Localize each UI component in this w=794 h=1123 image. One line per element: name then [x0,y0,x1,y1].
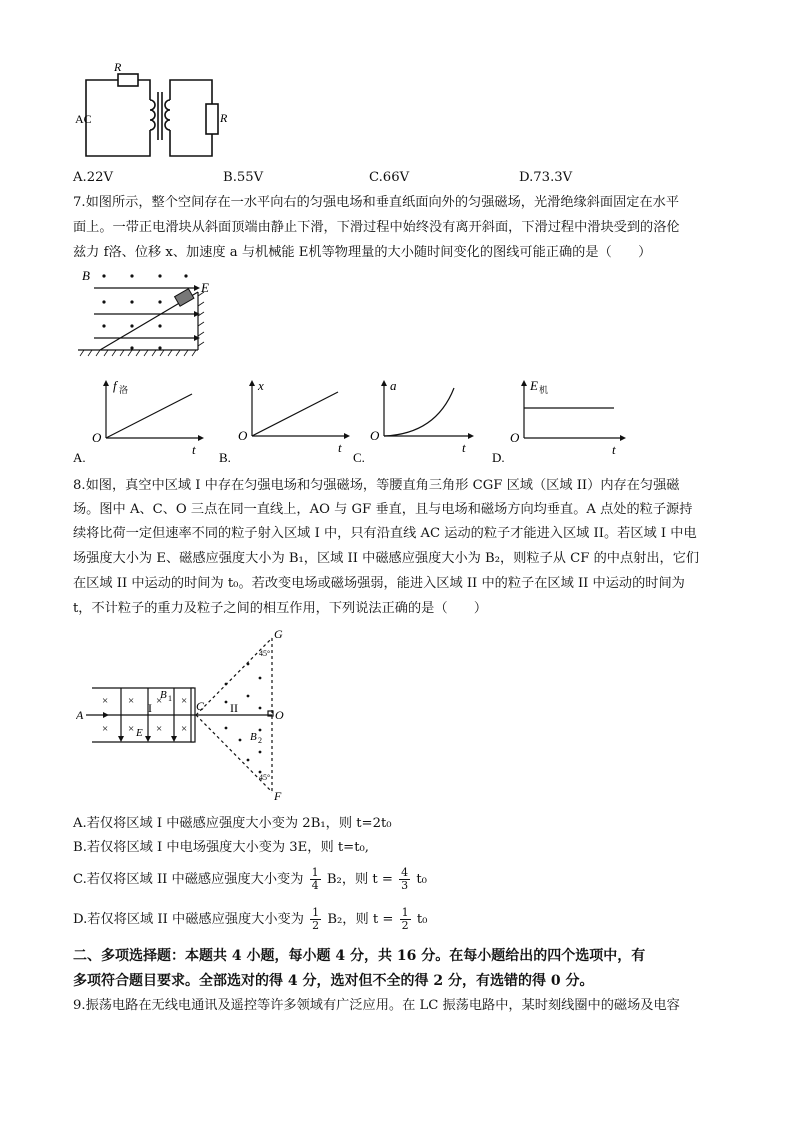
r1-label: R [114,60,122,74]
q7-line-3: 兹力 f洛、位移 x、加速度 a 与机械能 E机等物理量的大小随时间变化的图线可能正确的是（ ） [73,245,652,260]
q8-option-d-frac-2: $\frac{1}{2}$ [401,906,409,932]
q8-option-d[interactable] [73,906,427,934]
region-i-label: I [148,701,152,715]
graph-b-option[interactable]: B. [219,450,231,465]
point-g-label: G [274,628,283,641]
q8-option-a[interactable]: A.若仅将区域 I 中磁感应强度大小变为 2B₁，则 t=2t₀ [73,816,392,831]
field-b-label: B [82,268,90,283]
svg-text:×: × [128,723,135,735]
graph-a-curve [106,394,192,438]
b2-sub: 2 [258,736,262,745]
q6-option-d[interactable]: D.73.3V [519,170,573,185]
field-e-label: E [201,280,209,295]
ac-source-label: AC [75,112,92,126]
graph-d-xlabel: t [612,442,616,457]
graph-c-origin: O [370,428,380,443]
q8-line-5: 在区域 II 中运动的时间为 t₀。若改变电场或磁场强弱，能进入区域 II 中的粒子在区域 II 中运动的时间为 [73,576,685,591]
graph-b [218,376,358,466]
graph-c-xlabel: t [462,440,466,455]
graph-c [350,376,490,466]
q8-line-6: t，不计粒子的重力及粒子之间的相互作用，下列说法正确的是（ ） [73,601,488,616]
graph-c-option[interactable]: C. [353,450,365,465]
point-c-label: C [196,699,205,713]
graph-a-ylabel: f [113,378,117,393]
graph-a-xlabel: t [192,442,196,457]
svg-text:×: × [181,695,188,707]
incline-figure [74,266,224,362]
graph-d-ylabel: E [530,378,538,393]
region-field-figure [76,628,296,800]
point-o-label: O [275,708,284,722]
point-f-label: F [274,789,282,800]
q8-line-3: 续将比荷一定但速率不同的粒子射入区域 I 中，只有沿直线 AC 运动的粒子才能进入区域 II。若区域 I 中电 [73,526,697,541]
q7-line-2: 面上。一带正电滑块从斜面顶端由静止下滑，下滑过程中始终没有离开斜面，下滑过程中滑块受到的洛伦 [73,220,680,235]
region-ii-label: II [230,701,238,715]
b2-label: B [250,731,257,743]
r2-label: R [220,111,228,125]
graph-d-ylabel-sub: 机 [539,385,549,395]
angle-top-label: 45° [259,649,271,658]
point-a-label: A [76,708,84,722]
q8-option-d-mid: B₂，则 t = [327,912,394,927]
q8-line-4: 场强度大小为 E、磁感应强度大小为 B₁，区域 II 中磁感应强度大小为 B₂，则粒子从 CF 的中点射出，它们 [73,551,700,566]
graph-d [490,376,640,466]
svg-text:×: × [128,695,135,707]
angle-bottom-label: 45° [259,773,271,782]
q8-option-c-end: t₀ [416,872,427,887]
graph-a-origin: O [92,430,102,445]
q8-option-c[interactable] [73,866,427,894]
graph-d-option[interactable]: D. [492,450,505,465]
svg-text:×: × [102,695,109,707]
q8-line-2: 场。图中 A、C、O 三点在同一直线上，AO 与 GF 垂直，且与电场和磁场方向均垂直。A 点处的粒子源持 [73,502,693,517]
q9-line-1: 9.振荡电路在无线电通讯及遥控等许多领域有广泛应用。在 LC 振荡电路中，某时刻线圈中的磁场及电容 [73,998,680,1013]
q8-line-1: 8.如图，真空中区域 I 中存在匀强电场和匀强磁场，等腰直角三角形 CGF 区域（区域 II）内存在匀强磁 [73,478,680,493]
graph-a-option[interactable]: A. [73,450,86,465]
q6-option-a[interactable]: A.22V [73,170,114,185]
svg-text:×: × [156,695,163,707]
graph-c-ylabel: a [390,378,397,393]
b1-sub: 1 [168,694,172,703]
graph-a-ylabel-sub: 洛 [119,385,129,395]
graph-c-curve [384,388,454,436]
graph-b-origin: O [238,428,248,443]
q8-option-d-frac-1: $\frac{1}{2}$ [312,906,320,932]
svg-text:×: × [181,723,188,735]
transformer-circuit-figure [70,58,230,160]
q7-line-1: 7.如图所示，整个空间存在一水平向右的匀强电场和垂直纸面向外的匀强磁场，光滑绝缘斜面固定在水平 [73,195,680,210]
q8-option-c-mid: B₂，则 t = [326,872,393,887]
q8-option-d-text: D.若仅将区域 II 中磁感应强度大小变为 [73,912,304,927]
graph-b-curve [252,392,338,436]
graph-d-origin: O [510,430,520,445]
q6-option-b[interactable]: B.55V [223,170,264,185]
svg-text:×: × [102,723,109,735]
q8-option-c-frac-1: $\frac{1}{4}$ [311,866,319,892]
q8-option-c-text: C.若仅将区域 II 中磁感应强度大小变为 [73,872,304,887]
q8-option-c-frac-2: $\frac{4}{3}$ [401,866,409,892]
q6-option-c[interactable]: C.66V [369,170,410,185]
svg-text:×: × [156,723,163,735]
b1-label: B [160,689,167,701]
graph-a [72,376,212,466]
graph-b-xlabel: t [338,440,342,455]
q8-option-d-end: t₀ [416,912,428,927]
section-2-heading-line-2: 多项符合题目要求。全部选对的得 4 分，选对但不全的得 2 分，有选错的得 0 分。 [73,973,594,989]
graph-b-ylabel: x [258,378,264,393]
e-field-label: E [136,727,143,739]
q8-option-b[interactable]: B.若仅将区域 I 中电场强度大小变为 3E，则 t=t₀, [73,840,370,855]
section-2-heading-line-1: 二、多项选择题：本题共 4 小题，每小题 4 分，共 16 分。在每小题给出的四个选项中，有 [73,948,646,964]
